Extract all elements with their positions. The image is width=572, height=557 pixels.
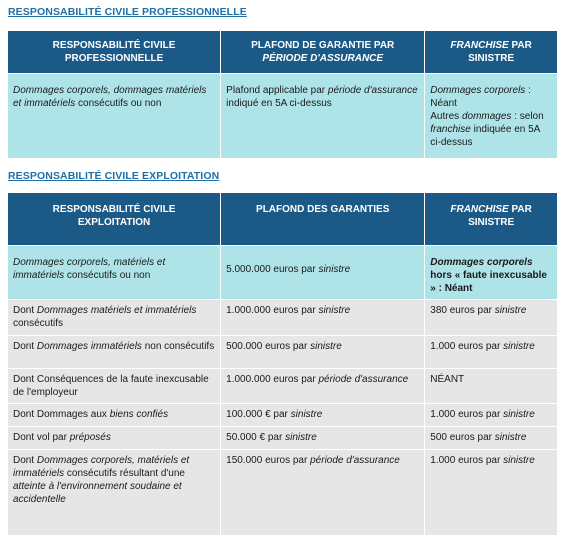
header-label: RESPONSABILITÉ CIVILE EXPLOITATION <box>52 204 176 228</box>
cell-text: 1.000 euros par <box>430 409 504 420</box>
cell-text: 1.000 euros par <box>430 341 504 352</box>
cell-label <box>8 300 221 336</box>
cell-plafond <box>221 246 425 300</box>
cell-text-italic: période d'assurance <box>318 374 409 385</box>
cell-franchise <box>425 369 558 404</box>
cell-text-italic: sinistre <box>290 409 323 420</box>
section-title-rc-professionnelle: RESPONSABILITÉ CIVILE PROFESSIONNELLE <box>8 6 247 18</box>
cell-text: consécutifs résultant d'une <box>64 468 185 479</box>
cell-label <box>8 427 221 450</box>
cell-text-italic: Dommages corporels, matériels et immatériels <box>13 257 166 281</box>
header-label: PAR SINISTRE <box>468 204 532 228</box>
cell-text: 100.000 € par <box>226 409 291 420</box>
cell-text: 380 euros par <box>430 305 495 316</box>
table-row <box>8 427 558 450</box>
cell-franchise <box>425 404 558 427</box>
cell-text: consécutifs ou non <box>64 270 151 281</box>
cell-text-italic: période d'assurance <box>327 85 418 96</box>
header-franchise <box>425 193 558 246</box>
cell-text-italic: sinistre <box>310 341 342 352</box>
cell-dommages <box>8 74 221 159</box>
cell-text-italic: dommages <box>461 111 512 122</box>
cell-text-italic: Dommages immatériels <box>36 341 142 352</box>
cell-text-italic: atteinte à l'environnement soudaine et accidentelle <box>13 481 182 505</box>
cell-label <box>8 450 221 536</box>
cell-label <box>8 246 221 300</box>
cell-franchise <box>425 450 558 536</box>
cell-text-italic: sinistre <box>494 432 527 443</box>
cell-text: consécutifs ou non <box>75 98 162 109</box>
cell-label <box>8 336 221 369</box>
cell-label <box>8 369 221 404</box>
cell-label <box>8 404 221 427</box>
cell-plafond <box>221 450 425 536</box>
table-row <box>8 74 558 159</box>
cell-text: Dont <box>13 305 37 316</box>
cell-text: Plafond applicable par <box>226 85 328 96</box>
cell-text: indiqué en 5A ci-dessus <box>226 98 332 109</box>
header-label: PLAFOND DES GARANTIES <box>256 204 390 215</box>
cell-text: NÉANT <box>430 374 465 385</box>
cell-text: non consécutifs <box>141 341 215 352</box>
cell-text: Dont <box>13 455 37 466</box>
table-header-row <box>8 31 558 74</box>
cell-text-italic: sinistre <box>503 409 535 420</box>
cell-text-italic: préposés <box>69 432 111 443</box>
table-row <box>8 246 558 300</box>
cell-text-italic: Dommages matériels et immatériels <box>36 305 197 316</box>
cell-text-italic: sinistre <box>285 432 317 443</box>
cell-text-italic: biens confiés <box>109 409 169 420</box>
cell-text: 500 euros par <box>430 432 495 443</box>
header-label-italic: PÉRIODE D'ASSURANCE <box>262 53 384 64</box>
cell-text: consécutifs <box>13 318 64 329</box>
cell-text-italic: période d'assurance <box>310 455 400 466</box>
header-franchise <box>425 31 558 74</box>
cell-text: 1.000 euros par <box>430 455 504 466</box>
header-plafond <box>221 193 425 246</box>
cell-franchise <box>425 300 558 336</box>
cell-text: indiquée en 5A ci-dessus <box>430 124 540 148</box>
table-row <box>8 404 558 427</box>
cell-text-italic: franchise <box>430 124 471 135</box>
header-label: RESPONSABILITÉ CIVILE PROFESSIONNELLE <box>52 40 176 64</box>
header-responsabilite <box>8 193 221 246</box>
cell-text-italic: sinistre <box>318 264 351 275</box>
cell-text-italic: Dommages corporels, matériels et immatériels <box>13 455 190 479</box>
cell-text-italic: sinistre <box>503 341 535 352</box>
cell-text: 1.000.000 euros par <box>226 374 319 385</box>
cell-text-italic: Dommages corporels <box>430 85 526 96</box>
cell-text: Dont Dommages aux <box>13 409 110 420</box>
cell-plafond <box>221 74 425 159</box>
cell-franchise <box>425 74 558 159</box>
cell-franchise <box>425 336 558 369</box>
cell-text: Dont <box>13 341 37 352</box>
cell-text-bold-italic: Dommages corporels <box>430 257 533 268</box>
cell-text: Dont Conséquences de la faute inexcusable de l'employeur <box>13 374 209 398</box>
header-plafond <box>221 31 425 74</box>
header-label-italic: FRANCHISE <box>450 204 509 215</box>
cell-text: 150.000 euros par <box>226 455 311 466</box>
cell-text-italic: sinistre <box>494 305 527 316</box>
cell-plafond <box>221 369 425 404</box>
cell-franchise <box>425 246 558 300</box>
header-responsabilite <box>8 31 221 74</box>
section-title-rc-exploitation: RESPONSABILITÉ CIVILE EXPLOITATION <box>8 170 220 182</box>
cell-text: 50.000 € par <box>226 432 286 443</box>
header-label: PLAFOND DE GARANTIE PAR <box>251 40 395 51</box>
table-row <box>8 336 558 369</box>
table-rc-professionnelle <box>7 30 558 159</box>
cell-plafond <box>221 427 425 450</box>
cell-text: 500.000 euros par <box>226 341 311 352</box>
cell-text-italic: sinistre <box>503 455 535 466</box>
cell-plafond <box>221 404 425 427</box>
cell-text: Autres <box>430 111 462 122</box>
cell-text-italic: Dommages corporels, dommages matériels et immatériels <box>13 85 207 109</box>
cell-text: Dont vol par <box>13 432 70 443</box>
header-label: PAR SINISTRE <box>468 40 532 64</box>
header-label-italic: FRANCHISE <box>450 40 509 51</box>
table-header-row <box>8 193 558 246</box>
cell-text: : selon <box>511 111 544 122</box>
cell-text: 5.000.000 euros par <box>226 264 319 275</box>
cell-text: : Néant <box>430 85 531 109</box>
cell-plafond <box>221 300 425 336</box>
cell-plafond <box>221 336 425 369</box>
table-row <box>8 300 558 336</box>
table-row <box>8 369 558 404</box>
table-row <box>8 450 558 536</box>
cell-text-italic: sinistre <box>318 305 351 316</box>
table-rc-exploitation <box>7 192 558 536</box>
cell-text-bold: hors « faute inexcusable » : Néant <box>430 270 547 294</box>
cell-franchise <box>425 427 558 450</box>
cell-text: 1.000.000 euros par <box>226 305 319 316</box>
